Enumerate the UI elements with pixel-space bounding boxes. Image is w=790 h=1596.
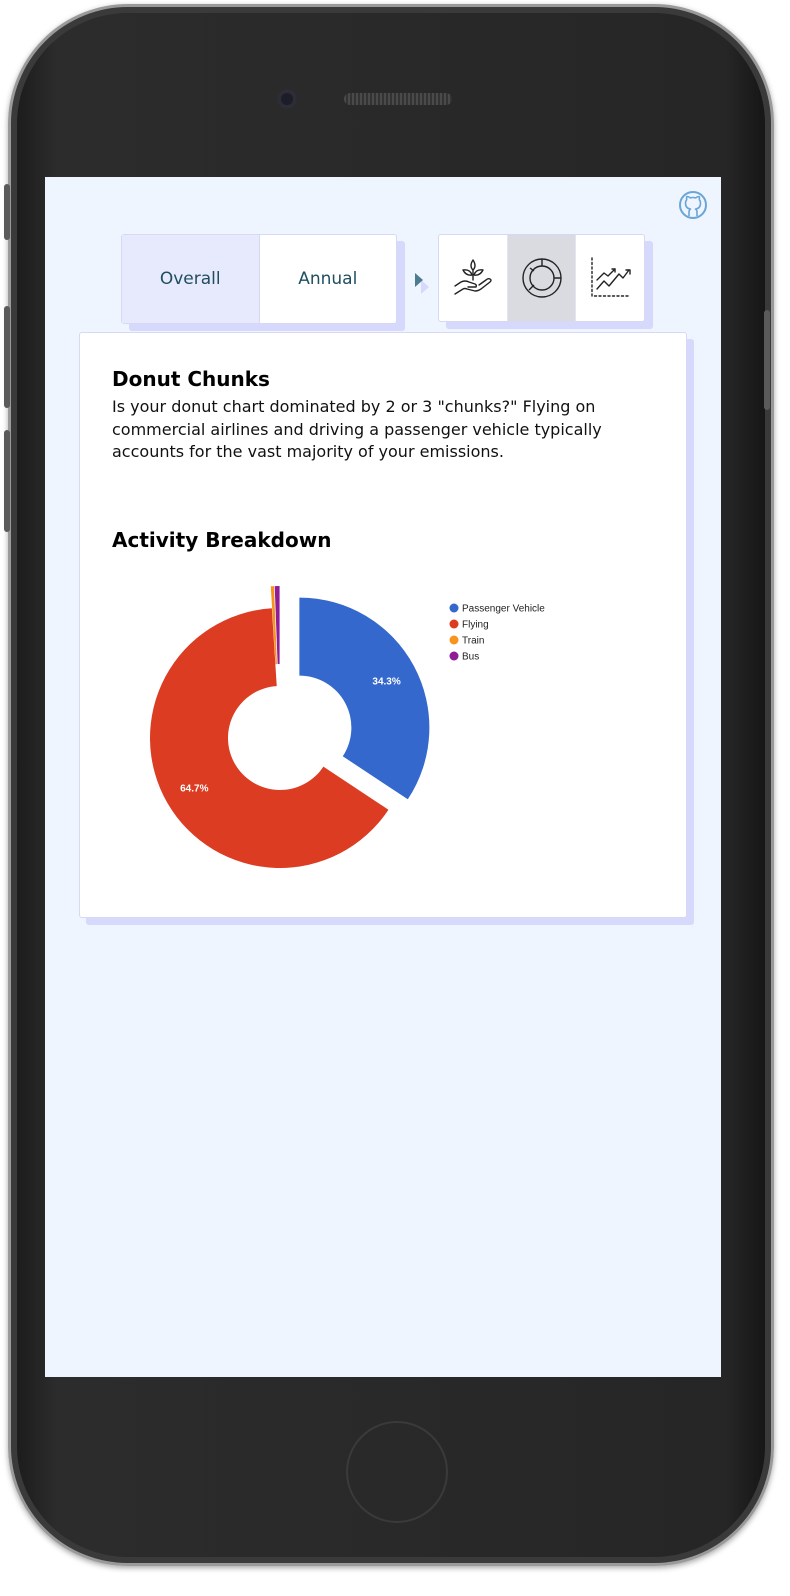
chart-title: Activity Breakdown [112,528,332,552]
legend-entry[interactable]: Train [462,635,485,647]
home-button[interactable] [346,1421,448,1523]
view-donut-button[interactable] [507,235,576,321]
tip-card [79,332,687,918]
period-tabs [121,234,397,324]
donut-slice-passenger-vehicle[interactable] [299,598,429,800]
legend-entry[interactable]: Flying [462,619,489,631]
legend-swatch [450,636,459,645]
volume-up-button [4,306,10,408]
view-selector [438,234,645,322]
donut-data-label: 64.7% [180,783,209,795]
arrow-right-icon [415,273,423,287]
line-chart-icon [588,256,632,300]
tab-annual[interactable]: Annual [259,235,397,323]
power-button [764,310,770,410]
legend-swatch [450,620,459,629]
tip-title: Donut Chunks [112,367,270,391]
mute-switch [4,184,10,240]
legend-swatch [450,652,459,661]
speaker-grille [344,93,452,105]
camera-icon [277,89,297,109]
hand-plant-icon [451,256,495,300]
legend-entry[interactable]: Passenger Vehicle [462,603,545,615]
legend-swatch [450,604,459,613]
donut-chart-icon [520,256,564,300]
legend-entry[interactable]: Bus [462,651,480,663]
tip-body: Is your donut chart dominated by 2 or 3 "chunks?" Flying on commercial airlines and driving a passenger vehicle typically accounts for the vast majority of your emissions. [112,397,602,461]
app-screen [45,177,721,1377]
volume-down-button [4,430,10,532]
activity-donut-chart [80,563,686,873]
github-icon[interactable] [678,190,708,220]
tab-overall[interactable]: Overall [122,235,259,323]
view-trend-button[interactable] [575,235,644,321]
view-offsets-button[interactable] [439,235,507,321]
donut-data-label: 34.3% [372,676,401,688]
